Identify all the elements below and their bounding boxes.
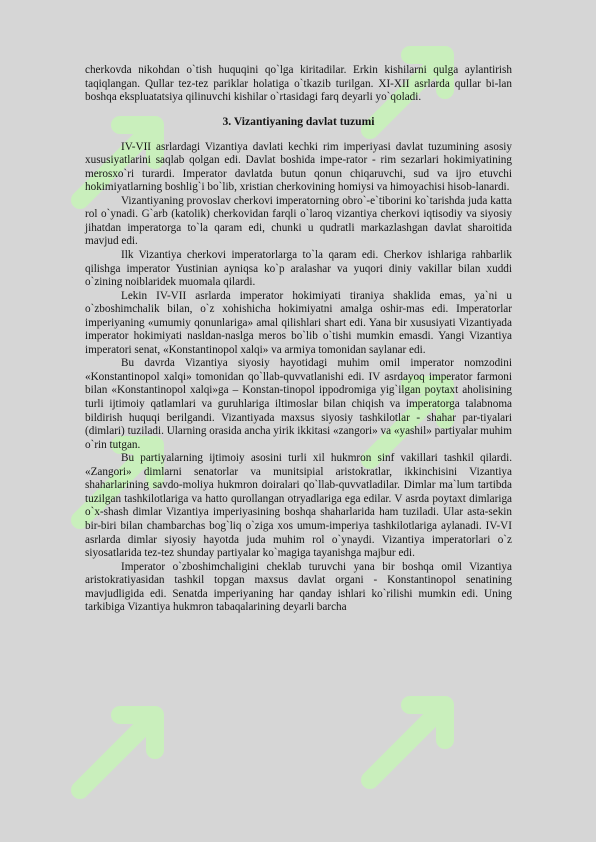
paragraph: Ilk Vizantiya cherkovi imperatorlarga to`la qaram edi. Cherkov ishlariga rahbarlik qilishga imperator Yustinian ayniqsa ko`p aralashar va yuqori diniy vakillar bilan xuddi o`zining noiblaridek muomala qilardi. (85, 249, 512, 289)
paragraph: Imperator o`zboshimchaligini cheklab turuvchi yana bir boshqa omil Vizantiya aristokratiyasidan tashkil topgan maxsus davlat organi - Konstantinopol senatining mavjudligida edi. Senatda imperiyaning har qanday ishlari ko`rilishi mumkin edi. Uning tarkibiga Vizantiya hukmron tabaqalarining deyarli barcha (85, 560, 512, 614)
arrow-logo-icon (60, 690, 180, 810)
paragraph-continuation: cherkovda nikohdan o`tish huquqini qo`lga kiritadilar. Erkin kishilarni qulga aylantirish taqiqlangan. Qullar tez-tez pariklar holatiga o`tkazib turilgan. XI-XII asrlarda qullar bi-lan boshqa ekspluatatsiya qilinuvchi kishilar o`rtasidagi farq deyarli yo`qoladi. (85, 64, 512, 104)
paragraph: IV-VII asrlardagi Vizantiya davlati kechki rim imperiyasi davlat tuzumining asosiy xususiyatlarini saqlab qolgan edi. Davlat boshida impe-rator - rim sezarlari hokimiyatining merosxo`ri turardi. Imperator davlatda butun qonun chiqaruvchi, sud va ijro etuvchi hokimiyatlarning boshlig`i bo`lib, xristian cherkovining homiysi va himoyachisi hisob-lanardi. (85, 140, 512, 194)
arrow-logo-icon (350, 680, 470, 800)
paragraph: Bu davrda Vizantiya siyosiy hayotidagi muhim omil imperator nomzodini «Konstantinopol xalqi» tomonidan qo`llab-quvvatlanishi edi. IV asrdayoq imperator farmoni bilan «Konstantinopol xalqi»ga – Konstan-tinopol ippodromiga yig`ilgan poytaxt aholisining turli ijtimoiy qatlamlari va guruhlariga iltimoslar bilan chiqish va imperatorga talabnoma bildirish huquqi berilgandi. Vizantiyada maxsus siyosiy tashkilotlar - shahar par-tiyalari (dimlari) tuziladi. Ularning orasida ancha yirik ikkitasi «zangori» va «yashil» partiyalar muhim o`rin tutgan. (85, 357, 512, 451)
paragraph: Bu partiyalarning ijtimoiy asosini turli xil hukmron sinf vakillari tashkil qilardi. «Zangori» dimlarni senatorlar va munitsipial aristokratlar, ikkinchisini Vizantiya shaharlarining savdo-moliya hukmron doiralari qo`llab-quvvatladilar. Dimlar ma`lum tartibda tuzilgan tashkilotlariga va hatto qurollangan otryadlariga ega edilar. V asrda poytaxt dimlariga o`x-shash dimlar Vizantiya imperiyasining boshqa shaharlarida ham tuziladi. Ular asta-sekin bir-biri bilan chambarchas bog`liq o`ziga xos umum-imperiya tashkilotlariga aylanadi. IV-VI asrlarda dimlar siyosiy hayotda juda muhim rol o`ynaydi. Vizantiya imperatorlari o`z siyosatlarida tez-tez shunday partiyalar ko`magiga tayanishga majbur edi. (85, 452, 512, 560)
document-body (85, 64, 512, 615)
section-title: 3. Vizantiyaning davlat tuzumi (222, 114, 375, 128)
paragraph: Vizantiyaning provoslav cherkovi imperatorning obro`-e`tiborini ko`tarishda juda katta rol o`ynadi. G`arb (katolik) cherkovidan farqli o`laroq vizantiya cherkovi iqtisodiy va siyosiy jihatdan imperatorga to`la qaram edi, chunki u qudratli markazlashgan davlat sharoitida mavjud edi. (85, 194, 512, 248)
paragraph: Lekin IV-VII asrlarda imperator hokimiyati tiraniya shaklida emas, ya`ni u o`zboshimchalik bilan, o`z xohishicha hokimiyatni amalga oshir-mas edi. Imperatorlar imperiyaning «umumiy qonunlariga» amal qilishlari shart edi. Yana bir xususiyati Vizantiyada imperator hokimiyati nasldan-naslga meros bo`lib o`tishi mumkin emasdi. Yangi Vizantiya imperatori senat, «Konstantinopol xalqi» va armiya tomonidan saylanar edi. (85, 289, 512, 356)
